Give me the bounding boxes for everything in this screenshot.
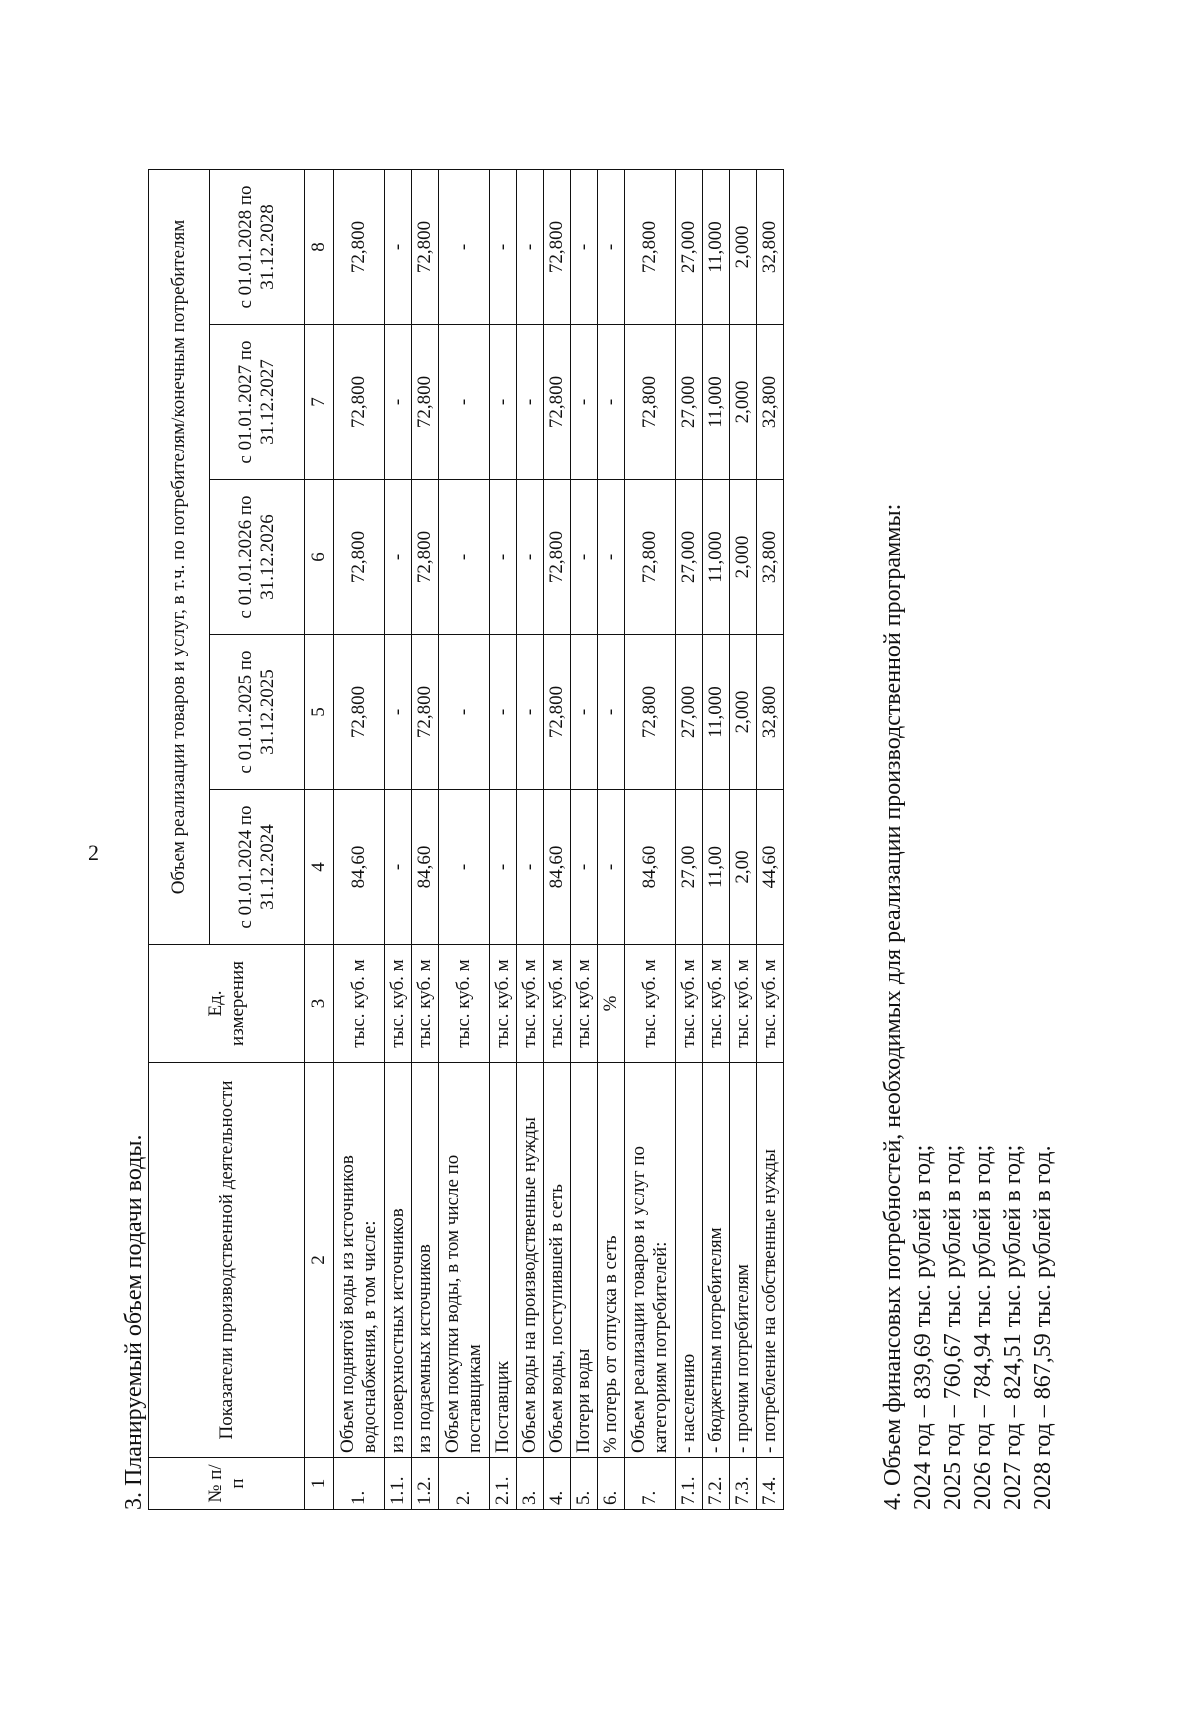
table-row	[334, 169, 385, 1509]
finance-line: 2025 год – 760,67 тыс. рублей в год;	[940, 1144, 966, 1510]
row-value: -	[571, 790, 598, 945]
row-value: 72,800	[334, 635, 385, 790]
row-indicator: - потребление на собственные нужды	[757, 1063, 784, 1458]
row-unit: тыс. куб. м	[412, 945, 439, 1063]
row-value: -	[439, 169, 490, 324]
row-num: 1.2.	[412, 1458, 439, 1510]
row-value: -	[385, 790, 412, 945]
row-indicator: - бюджетным потребителям	[703, 1063, 730, 1458]
header-period: с 01.01.2026 по 31.12.2026	[210, 480, 305, 635]
column-number-row	[305, 169, 334, 1509]
row-value: -	[598, 169, 625, 324]
row-num: 5.	[571, 1458, 598, 1510]
table-row	[439, 169, 490, 1509]
row-num: 1.	[334, 1458, 385, 1510]
table-row	[544, 169, 571, 1509]
finance-title: 4. Объем финансовых потребностей, необходимых для реализации производственной программы:	[880, 503, 906, 1510]
row-value: 72,800	[625, 169, 676, 324]
row-value: 32,800	[757, 480, 784, 635]
row-value: -	[571, 635, 598, 790]
row-value: -	[598, 635, 625, 790]
row-value: 72,800	[334, 480, 385, 635]
row-num: 2.	[439, 1458, 490, 1510]
row-value: 27,00	[676, 790, 703, 945]
row-value: -	[439, 790, 490, 945]
row-value: -	[490, 325, 517, 480]
row-value: 84,60	[412, 790, 439, 945]
finance-section	[878, 504, 1058, 1510]
row-unit: тыс. куб. м	[625, 945, 676, 1063]
row-value: 27,000	[676, 480, 703, 635]
row-indicator: Объем воды на производственные нужды	[517, 1063, 544, 1458]
row-value: 72,800	[412, 325, 439, 480]
row-value: 72,800	[412, 480, 439, 635]
row-value: 2,00	[730, 790, 757, 945]
column-number: 5	[305, 635, 334, 790]
row-value: 72,800	[544, 325, 571, 480]
row-indicator: Объем реализации товаров и услуг по категориям потребителей:	[625, 1063, 676, 1458]
row-value: -	[598, 480, 625, 635]
row-num: 2.1.	[490, 1458, 517, 1510]
row-value: -	[517, 325, 544, 480]
finance-line: 2028 год – 867,59 тыс. рублей в год.	[1030, 1145, 1056, 1510]
row-num: 7.	[625, 1458, 676, 1510]
row-unit: тыс. куб. м	[517, 945, 544, 1063]
row-unit: тыс. куб. м	[730, 945, 757, 1063]
table-row	[757, 169, 784, 1509]
row-value: 72,800	[412, 169, 439, 324]
row-indicator: Потери воды	[571, 1063, 598, 1458]
row-num: 7.1.	[676, 1458, 703, 1510]
row-indicator: Объем поднятой воды из источников водоснабжения, в том числе:	[334, 1063, 385, 1458]
row-num: 7.3.	[730, 1458, 757, 1510]
header-period: с 01.01.2028 по 31.12.2028	[210, 169, 305, 324]
finance-line: 2026 год – 784,94 тыс. рублей в год;	[970, 1144, 996, 1510]
row-num: 6.	[598, 1458, 625, 1510]
row-value: -	[490, 635, 517, 790]
row-num: 7.4.	[757, 1458, 784, 1510]
row-value: 2,000	[730, 169, 757, 324]
header-volume-group: Объем реализации товаров и услуг, в т.ч. по потребителям/конечным потребителям	[149, 169, 210, 944]
header-period: с 01.01.2024 по 31.12.2024	[210, 790, 305, 945]
column-number: 7	[305, 325, 334, 480]
row-value: 11,000	[703, 325, 730, 480]
row-value: -	[517, 169, 544, 324]
row-indicator: из подземных источников	[412, 1063, 439, 1458]
row-value: 72,800	[544, 480, 571, 635]
table-row	[490, 169, 517, 1509]
row-value: 84,60	[544, 790, 571, 945]
header-period: с 01.01.2025 по 31.12.2025	[210, 635, 305, 790]
row-unit: тыс. куб. м	[757, 945, 784, 1063]
row-value: 2,000	[730, 480, 757, 635]
column-number: 8	[305, 169, 334, 324]
row-value: 2,000	[730, 325, 757, 480]
row-value: 72,800	[625, 635, 676, 790]
row-indicator: Поставщик	[490, 1063, 517, 1458]
table-row	[676, 169, 703, 1509]
row-indicator: Объем покупки воды, в том числе по поставщикам	[439, 1063, 490, 1458]
row-unit: тыс. куб. м	[334, 945, 385, 1063]
row-unit: тыс. куб. м	[490, 945, 517, 1063]
table-row	[517, 169, 544, 1509]
row-unit: тыс. куб. м	[439, 945, 490, 1063]
row-value: 72,800	[334, 169, 385, 324]
table-header-row	[149, 169, 210, 1509]
table-row	[625, 169, 676, 1509]
row-value: -	[490, 480, 517, 635]
row-num: 4.	[544, 1458, 571, 1510]
row-value: -	[490, 169, 517, 324]
row-value: 72,800	[544, 635, 571, 790]
table-row	[412, 169, 439, 1509]
column-number: 4	[305, 790, 334, 945]
row-value: 84,60	[334, 790, 385, 945]
row-value: 2,000	[730, 635, 757, 790]
finance-line: 2024 год – 839,69 тыс. рублей в год;	[910, 1144, 936, 1510]
row-value: -	[598, 790, 625, 945]
water-supply-table	[148, 169, 784, 1510]
table-row	[598, 169, 625, 1509]
column-number: 6	[305, 480, 334, 635]
column-number: 2	[305, 1063, 334, 1458]
row-value: -	[439, 635, 490, 790]
row-value: 11,00	[703, 790, 730, 945]
row-value: -	[517, 635, 544, 790]
row-unit: тыс. куб. м	[544, 945, 571, 1063]
row-indicator: % потерь от отпуска в сеть	[598, 1063, 625, 1458]
page-number: 2	[88, 840, 99, 865]
header-indicator: Показатели производственной деятельности	[149, 1063, 305, 1458]
row-unit: тыс. куб. м	[703, 945, 730, 1063]
row-num: 3.	[517, 1458, 544, 1510]
row-value: -	[571, 325, 598, 480]
table-body	[305, 169, 784, 1509]
row-unit: тыс. куб. м	[385, 945, 412, 1063]
row-value: -	[571, 480, 598, 635]
row-value: 27,000	[676, 325, 703, 480]
row-value: -	[439, 325, 490, 480]
row-indicator: из поверхностных источников	[385, 1063, 412, 1458]
row-value: -	[517, 790, 544, 945]
row-indicator: - населению	[676, 1063, 703, 1458]
header-period: с 01.01.2027 по 31.12.2027	[210, 325, 305, 480]
finance-line: 2027 год – 824,51 тыс. рублей в год;	[1000, 1144, 1026, 1510]
row-value: -	[385, 169, 412, 324]
row-value: 11,000	[703, 480, 730, 635]
column-number: 1	[305, 1458, 334, 1510]
section-title: 3. Планируемый объем подачи воды.	[121, 1134, 147, 1510]
row-value: 11,000	[703, 635, 730, 790]
row-value: -	[517, 480, 544, 635]
row-value: -	[439, 480, 490, 635]
table-row	[703, 169, 730, 1509]
row-value: 32,800	[757, 169, 784, 324]
rotated-content	[100, 120, 1100, 1620]
column-number: 3	[305, 945, 334, 1063]
row-value: 27,000	[676, 169, 703, 324]
row-unit: тыс. куб. м	[571, 945, 598, 1063]
row-value: -	[385, 480, 412, 635]
row-value: 32,800	[757, 635, 784, 790]
header-unit: Ед. измерения	[149, 945, 305, 1063]
row-value: 84,60	[625, 790, 676, 945]
row-value: 72,800	[544, 169, 571, 324]
row-value: 72,800	[625, 480, 676, 635]
table-row	[385, 169, 412, 1509]
row-indicator: Объем воды, поступившей в сеть	[544, 1063, 571, 1458]
row-value: -	[598, 325, 625, 480]
row-value: -	[385, 325, 412, 480]
row-value: -	[490, 790, 517, 945]
row-value: 72,800	[412, 635, 439, 790]
header-num: № п/п	[149, 1458, 305, 1510]
row-unit: тыс. куб. м	[676, 945, 703, 1063]
row-num: 1.1.	[385, 1458, 412, 1510]
table-row	[730, 169, 757, 1509]
row-value: 72,800	[334, 325, 385, 480]
table-row	[571, 169, 598, 1509]
row-unit: %	[598, 945, 625, 1063]
row-value: -	[385, 635, 412, 790]
row-value: 11,000	[703, 169, 730, 324]
row-value: 44,60	[757, 790, 784, 945]
row-value: -	[571, 169, 598, 324]
row-indicator: - прочим потребителям	[730, 1063, 757, 1458]
row-value: 72,800	[625, 325, 676, 480]
row-value: 32,800	[757, 325, 784, 480]
row-value: 27,000	[676, 635, 703, 790]
row-num: 7.2.	[703, 1458, 730, 1510]
